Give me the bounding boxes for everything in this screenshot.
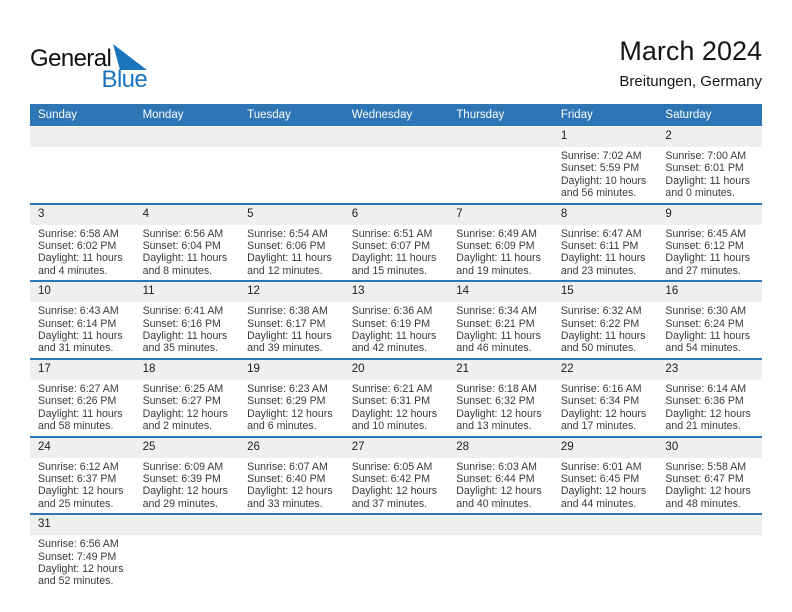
daylight-text: Daylight: 11 hours xyxy=(351,252,437,265)
daylight-text: Daylight: 12 hours xyxy=(456,485,542,498)
sunrise-text: Sunrise: 7:00 AM xyxy=(665,150,747,162)
empty-day-number xyxy=(344,515,449,535)
sunset-text: Sunset: 6:42 PM xyxy=(351,472,431,485)
empty-day-number xyxy=(448,127,553,147)
day-cell xyxy=(657,149,762,200)
logo-word-blue: Blue xyxy=(101,66,148,93)
day-number-band xyxy=(30,205,762,225)
daylight-text: and 40 minutes. xyxy=(456,497,532,510)
empty-day-number xyxy=(135,127,240,147)
sunset-text: Sunset: 6:04 PM xyxy=(142,240,221,253)
logo-word-general: General xyxy=(30,45,112,72)
title-block xyxy=(619,36,762,92)
sunrise-text: Sunrise: 6:27 AM xyxy=(38,382,119,395)
day-number: 19 xyxy=(247,362,260,375)
day-detail-band xyxy=(30,535,762,591)
day-cell xyxy=(135,382,240,433)
day-number: 26 xyxy=(247,440,260,453)
daylight-text: and 39 minutes. xyxy=(247,342,323,355)
daylight-text: and 31 minutes. xyxy=(38,342,114,355)
day-number-band xyxy=(30,282,762,302)
empty-day-number xyxy=(344,127,449,147)
daylight-text: and 25 minutes. xyxy=(38,497,114,510)
sunrise-text: Sunrise: 6:54 AM xyxy=(247,227,328,240)
day-number: 15 xyxy=(560,285,574,298)
day-cell xyxy=(30,304,135,355)
sunset-text: Sunset: 6:09 PM xyxy=(456,240,535,253)
empty-day-cell xyxy=(344,537,449,588)
sunrise-text: Sunrise: 6:58 AM xyxy=(38,227,119,240)
daylight-text: Daylight: 11 hours xyxy=(142,330,228,343)
weekday-header-row xyxy=(30,104,762,126)
empty-day-number xyxy=(135,515,240,535)
daylight-text: Daylight: 10 hours xyxy=(560,174,647,187)
daylight-text: Daylight: 12 hours xyxy=(247,485,333,498)
day-cell xyxy=(448,304,553,355)
page-title: March 2024 xyxy=(619,36,762,66)
day-cell xyxy=(344,227,449,278)
sunrise-text: Sunrise: 6:16 AM xyxy=(560,382,642,395)
empty-day-cell xyxy=(30,149,135,200)
week-row xyxy=(30,127,762,205)
daylight-text: and 27 minutes. xyxy=(665,264,741,277)
day-number: 1 xyxy=(560,130,568,142)
sunrise-text: Sunrise: 6:05 AM xyxy=(351,460,433,473)
daylight-text: Daylight: 12 hours xyxy=(351,407,438,420)
sunrise-text: Sunrise: 6:21 AM xyxy=(351,382,433,395)
day-number: 20 xyxy=(351,362,365,375)
day-cell xyxy=(448,382,553,433)
daylight-text: Daylight: 12 hours xyxy=(351,485,438,498)
sunset-text: Sunset: 6:44 PM xyxy=(456,472,535,485)
day-number: 28 xyxy=(456,440,470,453)
daylight-text: and 12 minutes. xyxy=(247,264,323,277)
daylight-text: Daylight: 11 hours xyxy=(456,330,541,343)
day-number: 24 xyxy=(38,440,51,453)
empty-day-cell xyxy=(135,149,240,200)
daylight-text: and 37 minutes. xyxy=(351,497,428,510)
daylight-text: and 54 minutes. xyxy=(665,342,741,355)
daylight-text: and 58 minutes. xyxy=(38,420,114,433)
day-cell xyxy=(657,460,762,511)
weekday-header-friday: Friday xyxy=(560,109,593,121)
daylight-text: Daylight: 11 hours xyxy=(560,330,646,343)
day-cell xyxy=(30,537,135,588)
daylight-text: Daylight: 11 hours xyxy=(456,252,541,265)
day-number-band xyxy=(30,360,762,380)
day-cell xyxy=(553,382,658,433)
day-number: 23 xyxy=(665,362,679,375)
weekday-header-saturday: Saturday xyxy=(665,109,712,121)
day-cell xyxy=(135,304,240,355)
weeks-container xyxy=(30,127,762,591)
empty-day-number xyxy=(239,515,344,535)
sunrise-text: Sunrise: 6:51 AM xyxy=(351,227,433,240)
day-cell xyxy=(135,227,240,278)
daylight-text: Daylight: 12 hours xyxy=(456,407,542,420)
daylight-text: and 4 minutes. xyxy=(38,264,108,277)
day-number: 5 xyxy=(247,207,254,220)
sunset-text: Sunset: 6:31 PM xyxy=(351,395,431,408)
sunset-text: Sunset: 6:21 PM xyxy=(456,317,535,330)
sunrise-text: Sunrise: 6:25 AM xyxy=(142,382,224,395)
sunset-text: Sunset: 6:47 PM xyxy=(665,472,744,485)
sunrise-text: Sunrise: 6:45 AM xyxy=(665,227,747,240)
sunset-text: Sunset: 5:59 PM xyxy=(560,162,640,175)
sunrise-text: Sunrise: 7:02 AM xyxy=(560,150,642,162)
weekday-header-tuesday: Tuesday xyxy=(247,109,291,121)
empty-day-cell xyxy=(448,537,553,588)
weekday-header-thursday: Thursday xyxy=(456,109,505,121)
daylight-text: Daylight: 11 hours xyxy=(665,252,751,265)
day-cell xyxy=(553,460,658,511)
day-number: 13 xyxy=(351,285,365,298)
day-detail-band xyxy=(30,380,762,436)
weekday-header-sunday: Sunday xyxy=(38,109,78,121)
daylight-text: Daylight: 11 hours xyxy=(247,330,332,343)
sunset-text: Sunset: 6:32 PM xyxy=(456,395,535,408)
empty-day-cell xyxy=(448,149,553,200)
daylight-text: Daylight: 12 hours xyxy=(142,485,228,498)
day-number-band xyxy=(30,438,762,458)
empty-day-number xyxy=(239,127,344,147)
daylight-text: Daylight: 11 hours xyxy=(38,407,123,420)
daylight-text: Daylight: 11 hours xyxy=(142,252,228,265)
sunset-text: Sunset: 6:16 PM xyxy=(142,317,221,330)
sunrise-text: Sunrise: 6:32 AM xyxy=(560,305,642,318)
day-cell xyxy=(239,382,344,433)
day-number: 2 xyxy=(665,130,672,142)
daylight-text: and 17 minutes. xyxy=(560,420,637,433)
day-number: 16 xyxy=(665,285,679,298)
general-blue-logo xyxy=(30,44,147,92)
sunset-text: Sunset: 6:17 PM xyxy=(247,317,326,330)
daylight-text: and 6 minutes. xyxy=(247,420,317,433)
sunrise-text: Sunrise: 6:43 AM xyxy=(38,305,119,318)
sunrise-text: Sunrise: 6:56 AM xyxy=(142,227,224,240)
day-cell xyxy=(553,304,658,355)
daylight-text: Daylight: 12 hours xyxy=(247,407,333,420)
sunset-text: Sunset: 6:24 PM xyxy=(665,317,744,330)
sunrise-text: Sunrise: 6:18 AM xyxy=(456,382,537,395)
sunset-text: Sunset: 6:39 PM xyxy=(142,472,221,485)
day-number: 12 xyxy=(247,285,260,298)
day-number: 30 xyxy=(665,440,679,453)
daylight-text: Daylight: 12 hours xyxy=(142,407,228,420)
day-cell xyxy=(239,460,344,511)
daylight-text: and 52 minutes. xyxy=(38,575,114,588)
page-header xyxy=(30,0,762,92)
daylight-text: and 50 minutes. xyxy=(560,342,637,355)
day-cell xyxy=(344,382,449,433)
day-cell xyxy=(135,460,240,511)
sunrise-text: Sunrise: 5:58 AM xyxy=(665,460,747,473)
empty-day-cell xyxy=(657,537,762,588)
sunset-text: Sunset: 6:45 PM xyxy=(560,472,640,485)
day-number: 31 xyxy=(38,518,51,531)
sunrise-text: Sunrise: 6:41 AM xyxy=(142,305,224,318)
daylight-text: and 44 minutes. xyxy=(560,497,637,510)
sunset-text: Sunset: 7:49 PM xyxy=(38,550,117,563)
empty-day-number xyxy=(30,127,135,147)
sunset-text: Sunset: 6:36 PM xyxy=(665,395,744,408)
sunset-text: Sunset: 6:11 PM xyxy=(560,240,639,253)
daylight-text: and 2 minutes. xyxy=(142,420,213,433)
day-cell xyxy=(239,227,344,278)
daylight-text: and 8 minutes. xyxy=(142,264,213,277)
sunset-text: Sunset: 6:27 PM xyxy=(142,395,221,408)
page-subtitle: Breitungen, Germany xyxy=(619,73,762,91)
daylight-text: and 0 minutes. xyxy=(665,187,735,200)
day-number: 14 xyxy=(456,285,470,298)
day-cell xyxy=(553,149,658,200)
sunrise-text: Sunrise: 6:56 AM xyxy=(38,538,119,551)
sunset-text: Sunset: 6:12 PM xyxy=(665,240,744,253)
daylight-text: Daylight: 12 hours xyxy=(665,407,751,420)
daylight-text: Daylight: 11 hours xyxy=(560,252,646,265)
day-number: 7 xyxy=(456,207,463,220)
sunset-text: Sunset: 6:34 PM xyxy=(560,395,640,408)
empty-day-cell xyxy=(239,149,344,200)
weekday-header-wednesday: Wednesday xyxy=(351,109,413,121)
daylight-text: and 29 minutes. xyxy=(142,497,218,510)
daylight-text: and 35 minutes. xyxy=(142,342,218,355)
daylight-text: and 48 minutes. xyxy=(665,497,741,510)
day-detail-band xyxy=(30,302,762,358)
daylight-text: Daylight: 11 hours xyxy=(665,174,751,187)
week-row xyxy=(30,205,762,283)
sunrise-text: Sunrise: 6:38 AM xyxy=(247,305,328,318)
daylight-text: and 23 minutes. xyxy=(560,264,637,277)
sunset-text: Sunset: 6:06 PM xyxy=(247,240,326,253)
sunrise-text: Sunrise: 6:23 AM xyxy=(247,382,328,395)
daylight-text: Daylight: 11 hours xyxy=(38,330,123,343)
day-cell xyxy=(657,227,762,278)
day-number: 8 xyxy=(560,207,568,220)
day-number: 11 xyxy=(142,285,155,298)
sunset-text: Sunset: 6:07 PM xyxy=(351,240,431,253)
daylight-text: Daylight: 11 hours xyxy=(351,330,437,343)
week-row xyxy=(30,360,762,438)
empty-day-cell xyxy=(239,537,344,588)
day-detail-band xyxy=(30,147,762,203)
week-row xyxy=(30,515,762,591)
day-cell xyxy=(553,227,658,278)
day-cell xyxy=(30,227,135,278)
day-number: 25 xyxy=(142,440,156,453)
empty-day-number xyxy=(657,515,762,535)
day-cell xyxy=(30,382,135,433)
daylight-text: Daylight: 12 hours xyxy=(38,562,124,575)
weekday-header-monday: Monday xyxy=(142,109,184,121)
day-cell xyxy=(30,460,135,511)
sunset-text: Sunset: 6:37 PM xyxy=(38,472,117,485)
day-cell xyxy=(448,460,553,511)
daylight-text: Daylight: 12 hours xyxy=(665,485,751,498)
empty-day-cell xyxy=(135,537,240,588)
sunset-text: Sunset: 6:02 PM xyxy=(38,240,117,253)
sunrise-text: Sunrise: 6:34 AM xyxy=(456,305,537,318)
daylight-text: and 42 minutes. xyxy=(351,342,428,355)
empty-day-number xyxy=(448,515,553,535)
daylight-text: and 56 minutes. xyxy=(560,187,637,200)
sunrise-text: Sunrise: 6:47 AM xyxy=(560,227,642,240)
empty-day-cell xyxy=(553,537,658,588)
daylight-text: Daylight: 12 hours xyxy=(38,485,124,498)
sunset-text: Sunset: 6:40 PM xyxy=(247,472,326,485)
empty-day-cell xyxy=(344,149,449,200)
daylight-text: and 10 minutes. xyxy=(351,420,428,433)
week-row xyxy=(30,438,762,516)
sunrise-text: Sunrise: 6:14 AM xyxy=(665,382,747,395)
calendar-table xyxy=(30,104,762,591)
daylight-text: Daylight: 12 hours xyxy=(560,485,647,498)
week-row xyxy=(30,282,762,360)
day-number: 22 xyxy=(560,362,574,375)
sunset-text: Sunset: 6:01 PM xyxy=(665,162,744,175)
daylight-text: and 13 minutes. xyxy=(456,420,532,433)
daylight-text: Daylight: 11 hours xyxy=(247,252,332,265)
day-cell xyxy=(448,227,553,278)
day-number: 4 xyxy=(142,207,149,220)
sunrise-text: Sunrise: 6:03 AM xyxy=(456,460,537,473)
sunrise-text: Sunrise: 6:09 AM xyxy=(142,460,224,473)
day-number-band xyxy=(30,127,762,147)
day-cell xyxy=(657,304,762,355)
day-detail-band xyxy=(30,458,762,514)
sunset-text: Sunset: 6:29 PM xyxy=(247,395,326,408)
sunset-text: Sunset: 6:26 PM xyxy=(38,395,117,408)
daylight-text: Daylight: 12 hours xyxy=(560,407,647,420)
daylight-text: and 15 minutes. xyxy=(351,264,428,277)
day-number: 6 xyxy=(351,207,359,220)
sunrise-text: Sunrise: 6:36 AM xyxy=(351,305,433,318)
sunset-text: Sunset: 6:19 PM xyxy=(351,317,431,330)
sunrise-text: Sunrise: 6:49 AM xyxy=(456,227,537,240)
daylight-text: Daylight: 11 hours xyxy=(665,330,751,343)
sunrise-text: Sunrise: 6:30 AM xyxy=(665,305,747,318)
day-number: 18 xyxy=(142,362,156,375)
day-number: 9 xyxy=(665,207,672,220)
empty-day-number xyxy=(553,515,658,535)
day-cell xyxy=(657,382,762,433)
day-number: 21 xyxy=(456,362,470,375)
daylight-text: and 19 minutes. xyxy=(456,264,532,277)
daylight-text: and 33 minutes. xyxy=(247,497,323,510)
sunrise-text: Sunrise: 6:01 AM xyxy=(560,460,642,473)
day-cell xyxy=(344,304,449,355)
daylight-text: and 46 minutes. xyxy=(456,342,532,355)
sunset-text: Sunset: 6:22 PM xyxy=(560,317,640,330)
day-number: 10 xyxy=(38,285,51,298)
day-number: 3 xyxy=(38,207,45,220)
day-number: 17 xyxy=(38,362,51,375)
daylight-text: Daylight: 11 hours xyxy=(38,252,123,265)
sunrise-text: Sunrise: 6:07 AM xyxy=(247,460,328,473)
day-number: 27 xyxy=(351,440,365,453)
day-number: 29 xyxy=(560,440,574,453)
day-cell xyxy=(239,304,344,355)
sunset-text: Sunset: 6:14 PM xyxy=(38,317,117,330)
day-cell xyxy=(344,460,449,511)
day-number-band xyxy=(30,515,762,535)
sunrise-text: Sunrise: 6:12 AM xyxy=(38,460,119,473)
day-detail-band xyxy=(30,225,762,281)
daylight-text: and 21 minutes. xyxy=(665,420,741,433)
